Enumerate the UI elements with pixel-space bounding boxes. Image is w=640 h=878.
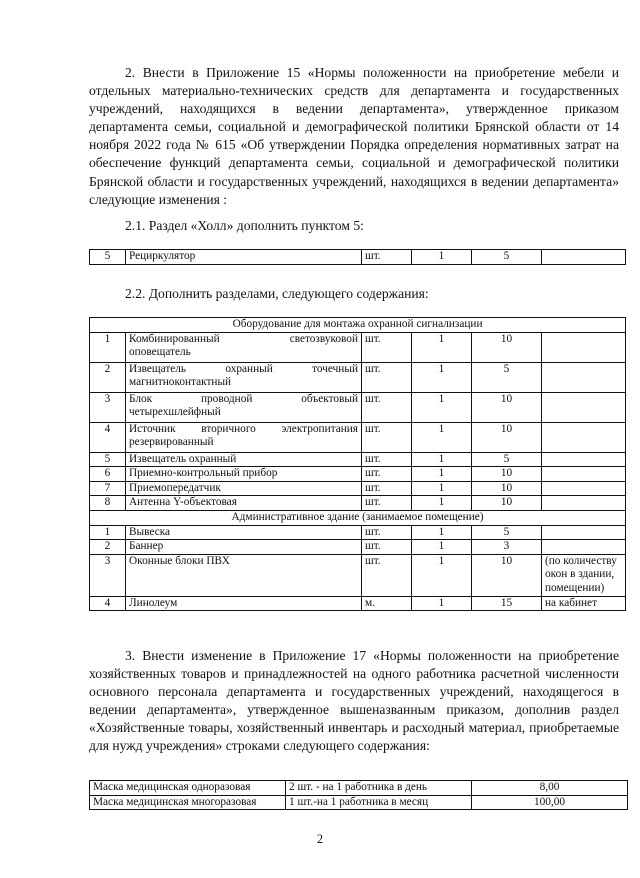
row-number: 6 [90, 467, 126, 482]
unit: шт. [362, 362, 412, 392]
table-row [90, 795, 628, 810]
term: 5 [472, 362, 542, 392]
table-row [90, 332, 626, 362]
item-name [126, 332, 362, 362]
quantity: 1 [412, 496, 472, 511]
unit: шт. [362, 392, 412, 422]
note [542, 452, 626, 467]
item-name: Вывеска [126, 525, 362, 540]
unit: шт. [362, 452, 412, 467]
table-hall [89, 249, 626, 265]
table-row [90, 452, 626, 467]
quantity: 1 [412, 481, 472, 496]
term: 10 [472, 467, 542, 482]
quantity: 1 [412, 362, 472, 392]
quantity: 1 [412, 392, 472, 422]
table-row [90, 467, 626, 482]
table-row [90, 422, 626, 452]
item-name-line: оповещатель [129, 346, 191, 359]
row-number: 2 [90, 362, 126, 392]
term: 5 [472, 250, 542, 265]
row-number: 1 [90, 332, 126, 362]
item-name: Антенна Y-объектовая [126, 496, 362, 511]
item-name [126, 422, 362, 452]
row-number: 4 [90, 596, 126, 611]
table-row [90, 496, 626, 511]
paragraph-3: 3. Внести изменение в Приложение 17 «Нормы положенности на приобретение хозяйственных товаров и принадлежностей на одного работника расчетной численности основного персонала департамента и государственных учреждений, находящегося в ведении департамента», утвержденное вышеназванным приказом, дополнив раздел «Хозяйственные товары, хозяйственный инвентарь и расходный материал, приобретаемые для нужд учреждения» строками следующего содержания: [89, 648, 619, 754]
unit: шт. [362, 250, 412, 265]
quantity: 1 [412, 452, 472, 467]
section-title-alarm: Оборудование для монтажа охранной сигнализации [90, 318, 626, 333]
item-name-line: Комбинированный светозвуковой [129, 332, 358, 345]
section-2-1-heading: 2.1. Раздел «Холл» дополнить пунктом 5: [125, 218, 364, 233]
unit: шт. [362, 332, 412, 362]
term: 15 [472, 596, 542, 611]
table-row [90, 540, 626, 555]
term: 5 [472, 452, 542, 467]
term: 5 [472, 525, 542, 540]
item-name-line: Извещатель охранный точечный [129, 362, 358, 375]
term: 10 [472, 392, 542, 422]
term: 10 [472, 481, 542, 496]
unit: м. [362, 596, 412, 611]
quantity: 1 [412, 596, 472, 611]
table-row [90, 554, 626, 596]
note [542, 392, 626, 422]
item-name: Рециркулятор [126, 250, 362, 265]
row-number: 4 [90, 422, 126, 452]
note [542, 467, 626, 482]
table-new-sections [89, 317, 626, 611]
item-name: Маска медицинская одноразовая [90, 781, 286, 796]
item-name: Извещатель охранный [126, 452, 362, 467]
quantity: 1 [412, 525, 472, 540]
row-number: 7 [90, 481, 126, 496]
note [542, 496, 626, 511]
note [542, 332, 626, 362]
section-2-2-heading: 2.2. Дополнить разделами, следующего содержания: [125, 286, 429, 301]
row-number: 3 [90, 392, 126, 422]
quantity: 1 [412, 250, 472, 265]
row-number: 3 [90, 554, 126, 596]
unit: шт. [362, 422, 412, 452]
table-row [90, 362, 626, 392]
table-section-title-row [90, 318, 626, 333]
note: (по количеству окон в здании, помещении) [542, 554, 626, 596]
page-number: 2 [316, 832, 324, 846]
item-name-line: магнитноконтактный [129, 376, 232, 389]
price: 8,00 [472, 781, 628, 796]
note [542, 250, 626, 265]
item-name: Оконные блоки ПВХ [126, 554, 362, 596]
quantity: 1 [412, 422, 472, 452]
table-row [90, 525, 626, 540]
quantity: 1 [412, 467, 472, 482]
quantity: 1 [412, 554, 472, 596]
item-name-line: Блок проводной объектовый [129, 392, 358, 405]
unit: шт. [362, 540, 412, 555]
note [542, 422, 626, 452]
section-title-building: Административное здание (занимаемое помещение) [90, 510, 626, 525]
item-name [126, 362, 362, 392]
term: 10 [472, 422, 542, 452]
table-row [90, 781, 628, 796]
item-name [126, 392, 362, 422]
row-number: 5 [90, 250, 126, 265]
table-row [90, 481, 626, 496]
item-name: Баннер [126, 540, 362, 555]
norm: 1 шт.-на 1 работника в месяц [286, 795, 472, 810]
term: 10 [472, 496, 542, 511]
item-name-line: резервированный [129, 436, 214, 449]
unit: шт. [362, 554, 412, 596]
note: на кабинет [542, 596, 626, 611]
note [542, 481, 626, 496]
row-number: 1 [90, 525, 126, 540]
price: 100,00 [472, 795, 628, 810]
table-section-title-row [90, 510, 626, 525]
quantity: 1 [412, 332, 472, 362]
note [542, 362, 626, 392]
norm: 2 шт. - на 1 работника в день [286, 781, 472, 796]
table-row [90, 250, 626, 265]
note [542, 525, 626, 540]
quantity: 1 [412, 540, 472, 555]
item-name-line: Источник вторичного электропитания [129, 422, 358, 435]
table-row [90, 596, 626, 611]
paragraph-2: 2. Внести в Приложение 15 «Нормы положенности на приобретение мебели и отдельных материально-технических средств для департамента и государственных учреждений, находящихся в ведении департамента», утвержденное приказом департамента семьи, социальной и демографической политики Брянской области от 14 ноября 2022 года № 615 «Об утверждении Порядка определения нормативных затрат на обеспечение функций департамента семьи, социальной и демографической политики Брянской области и государственных учреждений, находящихся в ведении департамента» следующие изменения : [89, 65, 619, 207]
unit: шт. [362, 496, 412, 511]
item-name: Маска медицинская многоразовая [90, 795, 286, 810]
term: 3 [472, 540, 542, 555]
item-name: Приемопередатчик [126, 481, 362, 496]
table-masks [89, 780, 628, 810]
unit: шт. [362, 467, 412, 482]
item-name: Линолеум [126, 596, 362, 611]
row-number: 5 [90, 452, 126, 467]
row-number: 8 [90, 496, 126, 511]
item-name: Приемно-контрольный прибор [126, 467, 362, 482]
item-name-line: четырехшлейфный [129, 406, 221, 419]
note [542, 540, 626, 555]
table-row [90, 392, 626, 422]
term: 10 [472, 554, 542, 596]
unit: шт. [362, 525, 412, 540]
unit: шт. [362, 481, 412, 496]
row-number: 2 [90, 540, 126, 555]
term: 10 [472, 332, 542, 362]
